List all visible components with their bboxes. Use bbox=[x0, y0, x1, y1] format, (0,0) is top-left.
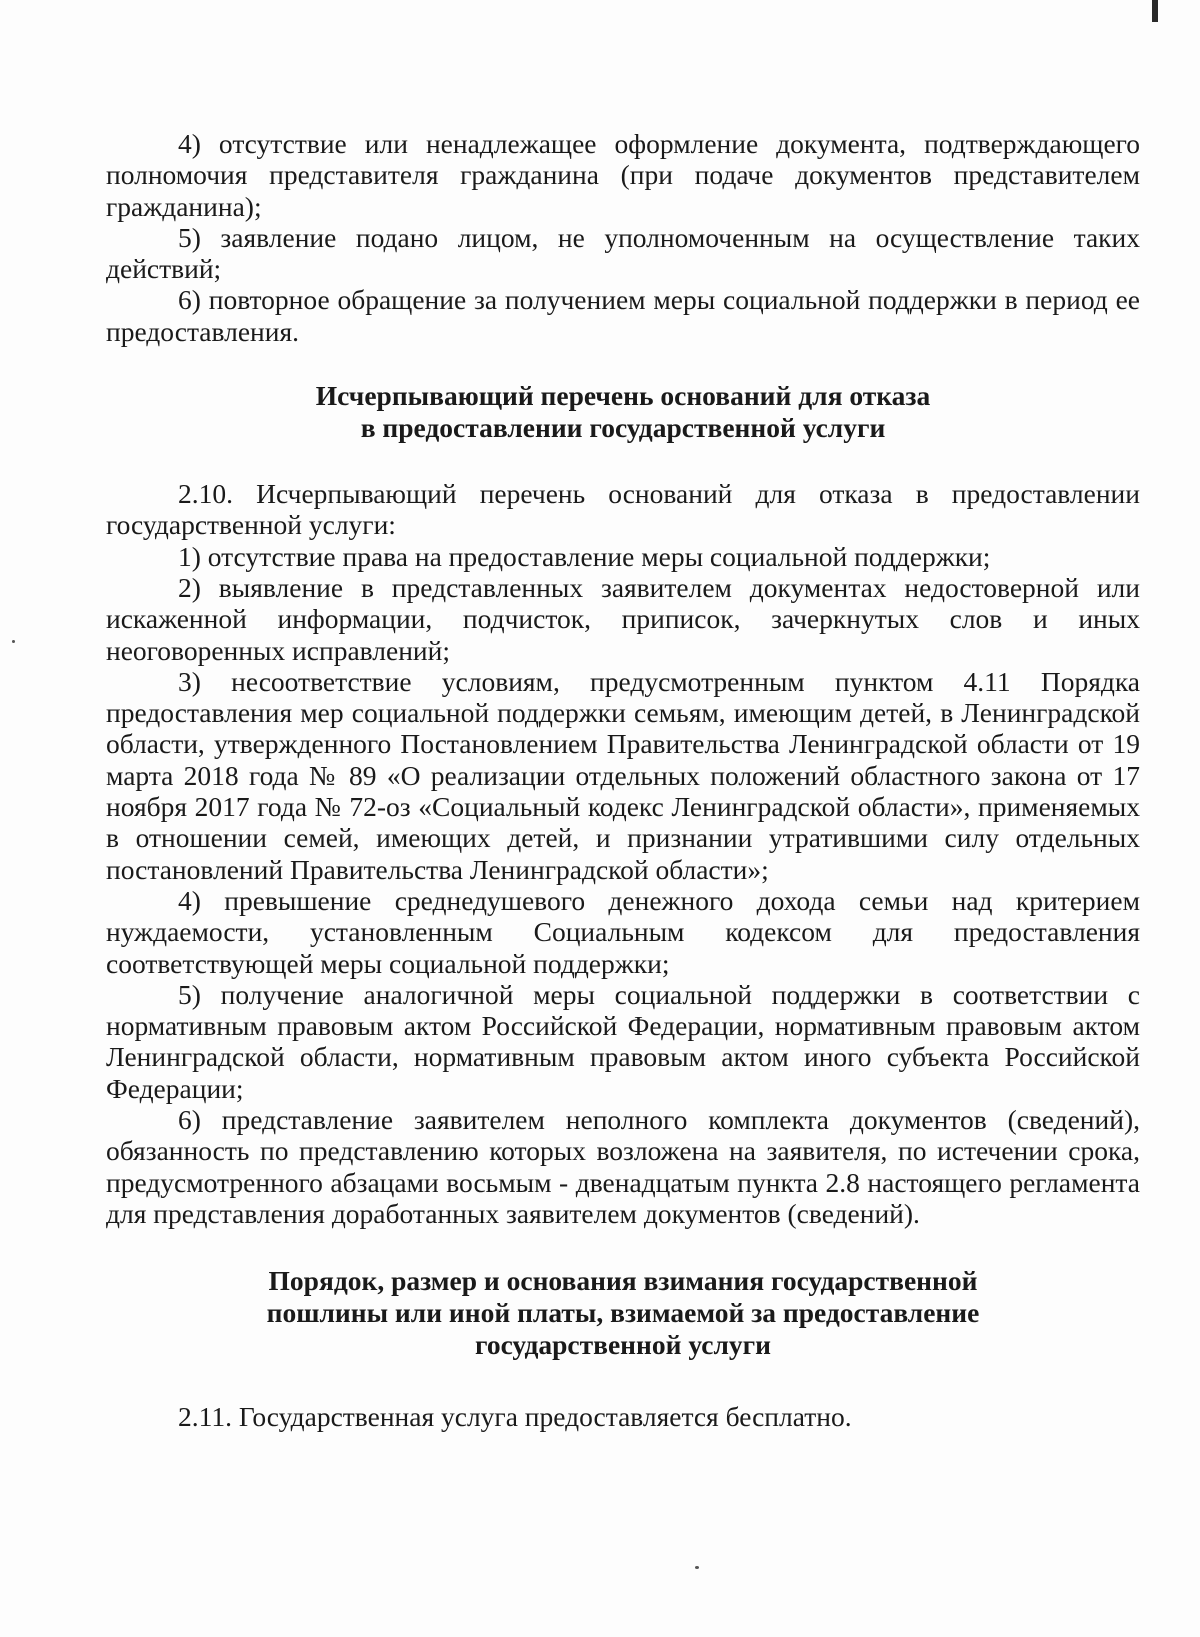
section-paragraph: 2.11. Государственная услуга предоставляется бесплатно. bbox=[178, 1401, 852, 1433]
list-item: 2) выявление в представленных заявителем документах недостоверной или искаженной информации, подчисток, приписок, зачеркнутых слов и иных неоговоренных исправлений; bbox=[106, 571, 1140, 666]
list-item: 5) получение аналогичной меры социальной поддержки в соответствии с нормативным правовым актом Российской Федерации, нормативным правовым актом Ленинградской области, нормативным правовым актом иного субъекта Российской Федерации; bbox=[106, 978, 1140, 1104]
heading-line: Порядок, размер и основания взимания государственной bbox=[268, 1265, 978, 1297]
list-item: 5) заявление подано лицом, не уполномоченным на осуществление таких действий; bbox=[106, 221, 1140, 285]
heading-line: государственной услуги bbox=[475, 1329, 771, 1361]
list-item: 4) отсутствие или ненадлежащее оформление документа, подтверждающего полномочия представителя гражданина (при подаче документов представителем гражданина); bbox=[106, 128, 1140, 222]
section-heading bbox=[106, 380, 1140, 444]
scan-speck bbox=[695, 1566, 699, 1569]
heading-line: в предоставлении государственной услуги bbox=[360, 412, 886, 444]
heading-line: Исчерпывающий перечень оснований для отказа bbox=[315, 380, 931, 412]
section-heading bbox=[106, 1265, 1140, 1361]
heading-line: пошлины или иной платы, взимаемой за предоставление bbox=[266, 1297, 980, 1329]
scan-corner-mark bbox=[1152, 0, 1158, 22]
list-item: 6) повторное обращение за получением меры социальной поддержки в период ее предоставления. bbox=[106, 284, 1140, 347]
list-item: 1) отсутствие права на предоставление меры социальной поддержки; bbox=[178, 540, 991, 572]
section-body bbox=[106, 1401, 1140, 1432]
list-item: 3) несоответствие условиям, предусмотренным пунктом 4.11 Порядка предоставления мер социальной поддержки семьям, имеющим детей, в Ленинградской области, утвержденного Постановлением Правительства Ленинградской области от 19 марта 2018 года № 89 «О реализации отдельных положений областного закона от 17 ноября 2017 года № 72-оз «Социальный кодекс Ленинградской области», применяемых в отношении семей, имеющих детей, и признании утратившими силу отдельных постановлений Правительства Ленинградской области»; bbox=[106, 665, 1140, 885]
list-item: 4) превышение среднедушевого денежного дохода семьи над критерием нуждаемости, установленным Социальным кодексом для предоставления соответствующей меры социальной поддержки; bbox=[106, 884, 1140, 979]
section-paragraph: 2.10. Исчерпывающий перечень оснований для отказа в предоставлении государственной услуги: bbox=[106, 478, 1140, 541]
intro-list bbox=[106, 128, 1140, 347]
list-item: 6) представление заявителем неполного комплекта документов (сведений), обязанность по представлению которых возложена на заявителя, по истечении срока, предусмотренного абзацами восьмым - двенадцатым пункта 2.8 настоящего регламента для представления доработанных заявителем документов (сведений). bbox=[106, 1104, 1140, 1229]
section-body bbox=[106, 478, 1140, 1229]
scan-speck bbox=[12, 640, 15, 643]
